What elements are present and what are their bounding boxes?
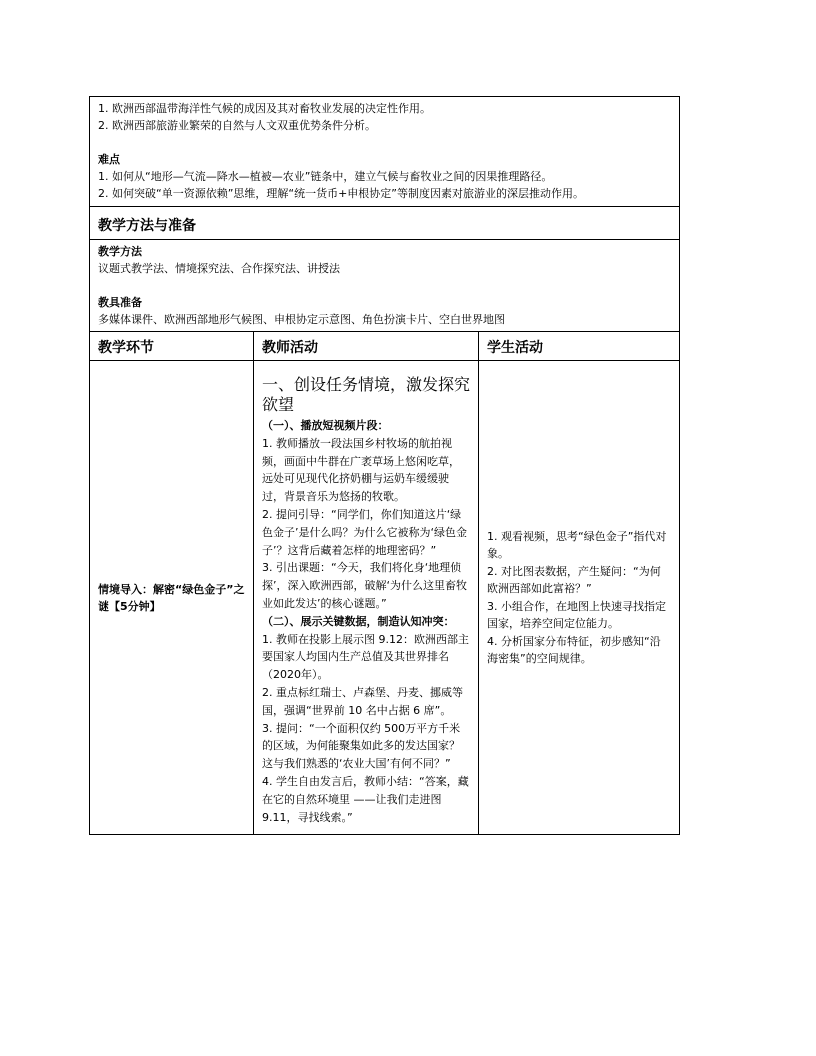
focus-cell [90, 97, 680, 207]
focus-point: 2. 欧洲西部旅游业繁荣的自然与人文双重优势条件分析。 [98, 119, 376, 132]
student-item: 4. 分析国家分布特征，初步感知“沿海密集”的空间规律。 [487, 634, 661, 666]
column-header-student: 学生活动 [479, 332, 680, 361]
stage-cell [90, 361, 254, 835]
difficulty-item: 1. 如何从“地形—气流—降水—植被—农业”链条中，建立气候与畜牧业之间的因果推理路径。 [98, 170, 553, 183]
difficulty-item: 2. 如何突破“单一资源依赖”思维，理解“统一货币+申根协定”等制度因素对旅游业的深层推动作用。 [98, 187, 585, 200]
student-item: 1. 观看视频，思考“绿色金子”指代对象。 [487, 529, 667, 561]
teacher-item: 2. 重点标红瑞士、卢森堡、丹麦、挪威等国，强调“世界前 10 名中占据 6 席”。 [262, 685, 463, 717]
difficulty-label: 难点 [98, 153, 120, 166]
tools-label: 教具准备 [98, 296, 142, 309]
methods-row [90, 240, 680, 332]
focus-point: 1. 欧洲西部温带海洋性气候的成因及其对畜牧业发展的决定性作用。 [98, 102, 431, 115]
methods-label: 教学方法 [98, 245, 142, 258]
student-item: 2. 对比图表数据，产生疑问：“为何欧洲西部如此富裕？” [487, 564, 661, 596]
methods-cell [90, 240, 680, 332]
section-title: 教学方法与准备 [98, 218, 196, 234]
tools-text: 多媒体课件、欧洲西部地形气候图、申根协定示意图、角色扮演卡片、空白世界地图 [98, 313, 505, 326]
column-header-row [90, 332, 680, 361]
teacher-item: 3. 引出课题：“今天，我们将化身‘地理侦探’，深入欧洲西部，破解‘为什么这里畜牧业如此发达’的核心谜题。” [262, 561, 467, 610]
teacher-cell [254, 361, 479, 835]
student-item: 3. 小组合作，在地图上快速寻找指定国家，培养空间定位能力。 [487, 599, 666, 631]
activity-row [90, 361, 680, 835]
column-header-teacher: 教师活动 [254, 332, 479, 361]
teacher-item: 1. 教师播放一段法国乡村牧场的航拍视频，画面中牛群在广袤草场上悠闲吃草，远处可见现代化挤奶棚与运奶车缓缓驶过，背景音乐为悠扬的牧歌。 [262, 436, 460, 504]
teacher-item: 3. 提问：“一个面积仅约 500万平方千米的区域，为何能聚集如此多的发达国家？这与我们熟悉的‘农业大国’有何不同？” [262, 721, 461, 771]
student-cell [479, 361, 680, 835]
teacher-subtitle: （一）、播放短视频片段： [262, 419, 389, 432]
teacher-subtitle: （二）、展示关键数据，制造认知冲突： [262, 614, 455, 628]
column-header-stage: 教学环节 [90, 332, 254, 361]
methods-text: 议题式教学法、情境探究法、合作探究法、讲授法 [98, 262, 340, 275]
teacher-item: 2. 提问引导：“同学们，你们知道这片‘绿色金子’是什么吗？为什么它被称为‘绿色金子’？这背后藏着怎样的地理密码？” [262, 507, 467, 557]
stage-label: 情境导入：解密“绿色金子”之谜【5分钟】 [98, 582, 245, 613]
teacher-section-title: 一、创设任务情境，激发探究欲望 [262, 375, 471, 414]
methods-title-row [90, 207, 680, 240]
focus-row [90, 97, 680, 207]
lesson-plan-table [89, 96, 680, 835]
lesson-plan-document [89, 96, 679, 835]
teacher-item: 1. 教师在投影上展示图 9.12：欧洲西部主要国家人均国内生产总值及其世界排名（2020年）。 [262, 632, 469, 682]
teacher-item: 4. 学生自由发言后，教师小结：“答案，藏在它的自然环境里 ——让我们走进图 9.11，寻找线索。” [262, 774, 469, 824]
methods-title-cell [90, 207, 680, 240]
